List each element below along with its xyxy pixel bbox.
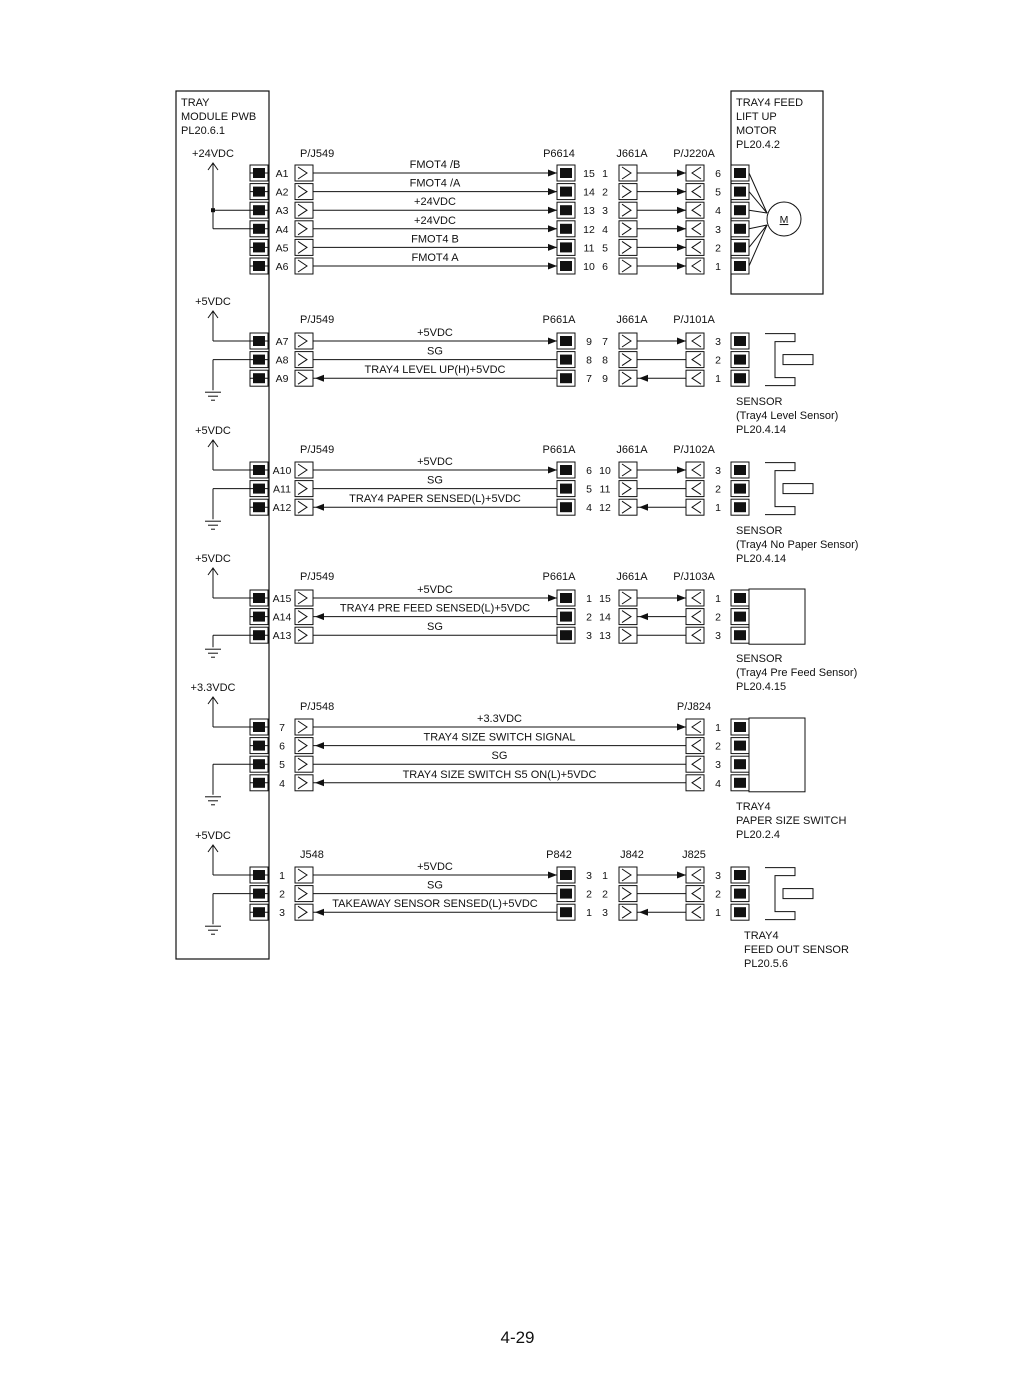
circuit-feed-out-sensor-arrow [315, 909, 324, 916]
circuit-motor-plug-pin-number: 10 [583, 261, 595, 273]
circuit-motor-end-pin-number: 2 [715, 242, 721, 255]
circuit-pre-feed-sensor-plug-pin-pad [560, 593, 572, 603]
circuit-feed-out-sensor-device-label: TRAY4 [744, 930, 779, 943]
circuit-level-sensor-end-cell-cell [686, 333, 704, 349]
circuit-motor-arrow [548, 207, 557, 214]
circuit-level-sensor-end-cell-cell [686, 370, 704, 386]
circuit-feed-out-sensor-pwb-pin-label: 3 [279, 907, 285, 920]
circuit-pre-feed-sensor-connector-cell-cell [295, 627, 313, 643]
circuit-motor-supply-label: +24VDC [192, 148, 234, 160]
circuit-pre-feed-sensor-device-pin-pad [734, 593, 746, 603]
circuit-no-paper-sensor-connector-cell-cell [295, 481, 313, 497]
circuit-level-sensor-connector-label: J661A [616, 314, 648, 326]
circuit-level-sensor-pwb-pin-label: A7 [275, 336, 289, 348]
circuit-level-sensor-signal-label: SG [427, 345, 443, 358]
circuit-size-switch-end-pin-number: 3 [715, 759, 721, 772]
circuit-level-sensor-supply-label: +5VDC [195, 296, 231, 308]
circuit-no-paper-sensor-connector-label: P/J102A [673, 444, 715, 456]
circuit-no-paper-sensor-device-label: SENSOR [736, 525, 783, 538]
circuit-no-paper-sensor-plug-pin-number: 6 [586, 465, 592, 477]
circuit-feed-out-sensor-pwb-pin-label: 1 [279, 870, 285, 882]
circuit-motor-pwb-pin-label: A1 [275, 168, 289, 180]
circuit-size-switch-end-pin-number: 1 [715, 722, 721, 734]
circuit-feed-out-sensor-connector-label: P842 [546, 849, 572, 861]
circuit-motor-end-cell-cell [686, 258, 704, 274]
circuit-size-switch-connector-cell-cell [295, 775, 313, 791]
circuit-no-paper-sensor-end-pin-number: 2 [715, 483, 721, 496]
motor-box-label: TRAY4 FEED [736, 97, 804, 109]
circuit-feed-out-sensor-device-pin-pad [734, 907, 746, 917]
circuit-feed-out-sensor-end-pin-number: 2 [715, 888, 721, 901]
circuit-no-paper-sensor-arrow-end [677, 467, 686, 474]
circuit-no-paper-sensor-end-pin-number: 1 [715, 502, 721, 515]
circuit-size-switch-signal-label: TRAY4 SIZE SWITCH SIGNAL [423, 731, 576, 744]
circuit-pre-feed-sensor-jack-cell-cell [619, 590, 637, 606]
circuit-pre-feed-sensor-connector-cell-cell [295, 609, 313, 625]
circuit-motor-end-cell-cell [686, 184, 704, 200]
circuit-size-switch-device-label: TRAY4 [736, 800, 771, 813]
circuit-level-sensor-connector-label: P661A [542, 314, 576, 326]
circuit-motor-plug-pin-pad [560, 187, 572, 197]
circuit-pre-feed-sensor-signal-label: TRAY4 PRE FEED SENSED(L)+5VDC [339, 602, 531, 615]
circuit-pre-feed-sensor-jack-pin-number: 14 [599, 611, 611, 624]
circuit-pre-feed-sensor-device-label: PL20.4.15 [736, 681, 787, 694]
circuit-level-sensor-plug-pin-number: 7 [586, 373, 592, 386]
circuit-pre-feed-sensor-end-cell-cell [686, 627, 704, 643]
circuit-motor-device-pin-pad [734, 168, 746, 178]
circuit-size-switch-connector-cell-cell [295, 719, 313, 735]
circuit-pre-feed-sensor-device-label: (Tray4 Pre Feed Sensor) [736, 667, 858, 680]
circuit-no-paper-sensor-jack-pin-number: 12 [599, 502, 611, 515]
circuit-pre-feed-sensor-end-pin-number: 2 [715, 611, 721, 624]
circuit-size-switch-end-cell-cell [686, 719, 704, 735]
circuit-pre-feed-sensor-pwb-pin-label: A15 [272, 593, 292, 605]
circuit-size-switch-signal-label: TRAY4 SIZE SWITCH S5 ON(L)+5VDC [402, 768, 597, 781]
circuit-level-sensor-arrow [315, 375, 324, 382]
circuit-motor-arrow-end [677, 188, 686, 195]
circuit-size-switch-device-label: PAPER SIZE SWITCH [736, 814, 847, 827]
circuit-level-sensor-jack-cell-cell [619, 370, 637, 386]
circuit-feed-out-sensor-connector-cell-cell [295, 904, 313, 920]
module-box-label: MODULE PWB [181, 111, 257, 123]
circuit-level-sensor-sensor-symbol-actuator [783, 355, 813, 365]
circuit-no-paper-sensor-plug-pin-pad [560, 484, 572, 494]
circuit-pre-feed-sensor-plug-pin-pad [560, 630, 572, 640]
circuit-level-sensor-device-pin-pad [734, 336, 746, 346]
circuit-feed-out-sensor-plug-pin-pad [560, 907, 572, 917]
circuit-level-sensor-device-label: SENSOR [736, 396, 783, 409]
circuit-no-paper-sensor-connector-label: P/J549 [300, 444, 335, 456]
circuit-pre-feed-sensor-pwb-pin-label: A13 [272, 630, 292, 643]
circuit-pre-feed-sensor-end-cell-cell [686, 609, 704, 625]
circuit-no-paper-sensor-plug-pin-pad [560, 465, 572, 475]
circuit-size-switch-signal-label: SG [491, 750, 508, 763]
circuit-pre-feed-sensor-end-pin-number: 3 [715, 630, 721, 643]
circuit-motor-connector-cell-cell [295, 165, 313, 181]
circuit-motor-connector-cell-cell [295, 239, 313, 255]
circuit-motor-arrow [548, 263, 557, 270]
circuit-no-paper-sensor-connector-cell-cell [295, 499, 313, 515]
circuit-motor-arrow-end [677, 170, 686, 177]
circuit-motor-end-cell-cell [686, 165, 704, 181]
circuit-size-switch-device-pin-pad [734, 778, 746, 788]
circuit-motor-arrow [548, 225, 557, 232]
circuit-size-switch-device-pin-pad [734, 741, 746, 751]
circuit-motor-motor-lead [749, 173, 767, 213]
module-box-label: TRAY [181, 97, 210, 109]
circuit-level-sensor-end-cell-cell [686, 352, 704, 368]
circuit-pre-feed-sensor-jack-pin-number: 13 [599, 630, 611, 643]
circuit-size-switch-pwb-pin-label: 7 [279, 722, 285, 734]
circuit-pre-feed-sensor-jack-pin-number: 15 [599, 593, 611, 605]
circuit-level-sensor-plug-pin-pad [560, 355, 572, 365]
circuit-level-sensor-plug-pin-pad [560, 336, 572, 346]
circuit-no-paper-sensor-end-cell-cell [686, 499, 704, 515]
circuit-feed-out-sensor-plug-pin-number: 2 [586, 888, 592, 901]
circuit-pre-feed-sensor-signal-label: SG [427, 621, 443, 634]
circuit-motor-plug-pin-number: 13 [583, 205, 595, 218]
circuit-feed-out-sensor-connector-label: J825 [682, 849, 706, 861]
circuit-feed-out-sensor-connector-cell-cell [295, 867, 313, 883]
circuit-feed-out-sensor-plug-pin-pad [560, 870, 572, 880]
circuit-motor-end-pin-number: 5 [715, 186, 721, 199]
circuit-level-sensor-end-pin-number: 2 [715, 354, 721, 367]
circuit-motor-signal-label: FMOT4 /A [409, 177, 461, 190]
circuit-level-sensor-device-pin-pad [734, 355, 746, 365]
circuit-level-sensor-pwb-pin-label: A9 [275, 373, 289, 386]
circuit-feed-out-sensor-signal-label: +5VDC [417, 861, 453, 873]
circuit-size-switch-end-cell-cell [686, 756, 704, 772]
circuit-feed-out-sensor-jack-pin-number: 1 [602, 870, 608, 882]
circuit-no-paper-sensor-end-cell-cell [686, 481, 704, 497]
circuit-motor-plug-pin-number: 12 [583, 223, 595, 236]
circuit-motor-pwb-pin-label: A5 [275, 242, 289, 255]
circuit-motor-connector-cell-cell [295, 221, 313, 237]
circuit-pre-feed-sensor-device-label: SENSOR [736, 653, 783, 666]
circuit-pre-feed-sensor-connector-label: P/J549 [300, 571, 335, 583]
circuit-level-sensor-jack-pin-number: 7 [602, 336, 608, 348]
circuit-motor-signal-label: FMOT4 /B [409, 159, 461, 171]
circuit-level-sensor-device-pin-pad [734, 373, 746, 383]
circuit-motor-end-cell-cell [686, 239, 704, 255]
circuit-no-paper-sensor-supply-label: +5VDC [195, 425, 231, 437]
circuit-motor-jack-pin-number: 3 [602, 205, 608, 218]
circuit-motor-signal-label: +24VDC [414, 214, 456, 227]
circuit-size-switch-end-cell-cell [686, 775, 704, 791]
circuit-motor-jack-cell-cell [619, 221, 637, 237]
circuit-size-switch-arrow [677, 724, 686, 731]
circuit-motor-arrow-end [677, 207, 686, 214]
circuit-motor-arrow-end [677, 263, 686, 270]
circuit-no-paper-sensor-signal-label: +5VDC [417, 456, 453, 468]
circuit-pre-feed-sensor-signal-label: +5VDC [417, 584, 453, 596]
circuit-motor-jack-pin-number: 6 [602, 261, 608, 273]
circuit-size-switch-arrow [315, 779, 324, 786]
circuit-level-sensor-jack-cell-cell [619, 352, 637, 368]
circuit-motor-arrow [548, 170, 557, 177]
circuit-motor-device-pin-pad [734, 205, 746, 215]
circuit-no-paper-sensor-device-pin-pad [734, 484, 746, 494]
circuit-feed-out-sensor-device-label: FEED OUT SENSOR [744, 944, 849, 957]
circuit-motor-connector-label: P6614 [543, 148, 575, 160]
circuit-no-paper-sensor-end-cell-cell [686, 462, 704, 478]
circuit-level-sensor-plug-pin-pad [560, 373, 572, 383]
circuit-motor-motor-lead [749, 225, 767, 266]
circuit-size-switch-pwb-pin-label: 5 [279, 759, 285, 772]
circuit-motor-end-cell-cell [686, 221, 704, 237]
circuit-pre-feed-sensor-connector-label: J661A [616, 571, 648, 583]
circuit-level-sensor-jack-pin-number: 9 [602, 373, 608, 386]
circuit-feed-out-sensor-arrow-end [677, 872, 686, 879]
circuit-level-sensor-end-pin-number: 1 [715, 373, 721, 386]
circuit-pre-feed-sensor-jack-cell-cell [619, 627, 637, 643]
circuit-pre-feed-sensor-device-pin-pad [734, 630, 746, 640]
circuit-feed-out-sensor-end-pin-number: 1 [715, 907, 721, 920]
circuit-size-switch-connector-cell-cell [295, 738, 313, 754]
circuit-feed-out-sensor-jack-cell-cell [619, 904, 637, 920]
circuit-level-sensor-plug-pin-number: 8 [586, 354, 592, 367]
circuit-motor-jack-pin-number: 4 [602, 223, 608, 236]
circuit-feed-out-sensor-pwb-pin-label: 2 [279, 888, 285, 901]
circuit-no-paper-sensor-plug-pin-number: 4 [586, 502, 592, 515]
circuit-no-paper-sensor-connector-cell-cell [295, 462, 313, 478]
circuit-level-sensor-signal-label: TRAY4 LEVEL UP(H)+5VDC [364, 364, 506, 377]
circuit-size-switch-device-pin-pad [734, 722, 746, 732]
circuit-pre-feed-sensor-arrow-end [677, 595, 686, 602]
circuit-pre-feed-sensor-connector-label: P661A [542, 571, 576, 583]
circuit-motor-device-pin-pad [734, 261, 746, 271]
circuit-feed-out-sensor-supply-label: +5VDC [195, 830, 231, 842]
circuit-feed-out-sensor-device-pin-pad [734, 870, 746, 880]
circuit-motor-device-pin-pad [734, 242, 746, 252]
circuit-feed-out-sensor-end-cell-cell [686, 867, 704, 883]
circuit-no-paper-sensor-sensor-symbol-actuator [783, 484, 813, 494]
circuit-motor-connector-cell-cell [295, 202, 313, 218]
circuit-motor-plug-pin-number: 11 [583, 242, 595, 255]
circuit-motor-connector-label: P/J220A [673, 148, 715, 160]
circuit-level-sensor-connector-label: P/J549 [300, 314, 335, 326]
circuit-feed-out-sensor-end-pin-number: 3 [715, 870, 721, 882]
circuit-motor-arrow [548, 244, 557, 251]
circuit-motor-jack-pin-number: 5 [602, 242, 608, 255]
circuit-no-paper-sensor-arrow-end [639, 504, 648, 511]
circuit-pre-feed-sensor-plug-pin-pad [560, 612, 572, 622]
circuit-size-switch-end-pin-number: 4 [715, 777, 721, 790]
circuit-motor-pwb-pin-label: A3 [275, 205, 289, 218]
circuit-feed-out-sensor-connector-cell-cell [295, 886, 313, 902]
circuit-motor-connector-label: P/J549 [300, 148, 335, 160]
circuit-motor-end-pin-number: 1 [715, 261, 721, 273]
circuit-motor-arrow-end [677, 244, 686, 251]
circuit-no-paper-sensor-device-pin-pad [734, 502, 746, 512]
circuit-feed-out-sensor-end-cell-cell [686, 904, 704, 920]
circuit-no-paper-sensor-jack-pin-number: 11 [599, 483, 611, 496]
circuit-motor-pwb-pin-label: A6 [275, 261, 289, 273]
circuit-pre-feed-sensor-end-cell-cell [686, 590, 704, 606]
circuit-motor-end-pin-number: 4 [715, 205, 721, 218]
circuit-motor-junction-dot [211, 208, 215, 212]
circuit-level-sensor-signal-label: +5VDC [417, 327, 453, 339]
circuit-size-switch-device-pin-pad [734, 759, 746, 769]
circuit-size-switch-connector-cell-cell [295, 756, 313, 772]
circuit-no-paper-sensor-connector-label: P661A [542, 444, 576, 456]
circuit-feed-out-sensor-signal-label: TAKEAWAY SENSOR SENSED(L)+5VDC [332, 898, 538, 911]
circuit-feed-out-sensor-device-label: PL20.5.6 [744, 958, 789, 971]
circuit-size-switch-supply-label: +3.3VDC [190, 682, 236, 694]
circuit-level-sensor-pwb-pin-label: A8 [275, 354, 289, 367]
circuit-level-sensor-device-label: (Tray4 Level Sensor) [736, 410, 839, 423]
circuit-motor-device-pin-pad [734, 224, 746, 234]
circuit-level-sensor-connector-label: P/J101A [673, 314, 715, 326]
circuit-motor-end-pin-number: 6 [715, 168, 721, 180]
circuit-size-switch-end-pin-number: 2 [715, 740, 721, 753]
circuit-pre-feed-sensor-device-pin-pad [734, 612, 746, 622]
circuit-motor-arrow-end [677, 225, 686, 232]
circuit-no-paper-sensor-device-label: PL20.4.14 [736, 553, 787, 566]
circuit-motor-jack-cell-cell [619, 184, 637, 200]
circuit-no-paper-sensor-plug-pin-number: 5 [586, 483, 592, 496]
circuit-feed-out-sensor-connector-label: J548 [300, 849, 324, 861]
circuit-motor-plug-pin-number: 14 [583, 186, 595, 199]
circuit-pre-feed-sensor-arrow [548, 595, 557, 602]
circuit-motor-connector-cell-cell [295, 258, 313, 274]
circuit-motor-device-pin-pad [734, 187, 746, 197]
circuit-motor-pwb-pin-label: A4 [275, 223, 289, 236]
circuit-feed-out-sensor-jack-cell-cell [619, 867, 637, 883]
circuit-motor-connector-label: J661A [616, 148, 648, 160]
circuit-feed-out-sensor-connector-label: J842 [620, 849, 644, 861]
circuit-no-paper-sensor-pwb-pin-label: A10 [272, 465, 292, 477]
circuit-no-paper-sensor-jack-cell-cell [619, 462, 637, 478]
circuit-no-paper-sensor-pwb-pin-label: A12 [272, 502, 292, 515]
circuit-no-paper-sensor-signal-label: TRAY4 PAPER SENSED(L)+5VDC [349, 493, 521, 506]
circuit-no-paper-sensor-arrow [548, 467, 557, 474]
circuit-motor-pwb-pin-label: A2 [275, 186, 289, 199]
circuit-pre-feed-sensor-connector-cell-cell [295, 590, 313, 606]
circuit-motor-connector-cell-cell [295, 184, 313, 200]
circuit-size-switch-end-cell-cell [686, 738, 704, 754]
circuit-pre-feed-sensor-jack-cell-cell [619, 609, 637, 625]
circuit-no-paper-sensor-device-label: (Tray4 No Paper Sensor) [736, 539, 859, 552]
circuit-motor-plug-pin-pad [560, 261, 572, 271]
circuit-motor-jack-pin-number: 2 [602, 186, 608, 199]
circuit-feed-out-sensor-plug-pin-number: 3 [586, 870, 592, 882]
circuit-level-sensor-arrow [548, 338, 557, 345]
circuit-motor-plug-pin-pad [560, 242, 572, 252]
circuit-size-switch-device-body [749, 718, 805, 792]
circuit-motor-arrow [548, 188, 557, 195]
circuit-motor-signal-label: FMOT4 A [411, 252, 459, 264]
circuit-pre-feed-sensor-arrow [315, 613, 324, 620]
circuit-pre-feed-sensor-device-body [749, 589, 805, 644]
circuit-motor-jack-cell-cell [619, 258, 637, 274]
circuit-motor-jack-cell-cell [619, 165, 637, 181]
circuit-feed-out-sensor-arrow-end [639, 909, 648, 916]
circuit-no-paper-sensor-pwb-pin-label: A11 [273, 483, 291, 496]
circuit-level-sensor-connector-cell-cell [295, 333, 313, 349]
circuit-size-switch-connector-label: P/J824 [676, 701, 712, 713]
circuit-feed-out-sensor-signal-label: SG [427, 879, 443, 892]
circuit-level-sensor-device-label: PL20.4.14 [736, 424, 787, 437]
circuit-motor-plug-pin-pad [560, 168, 572, 178]
circuit-motor-plug-pin-pad [560, 224, 572, 234]
circuit-size-switch-pwb-pin-label: 4 [279, 777, 285, 790]
circuit-pre-feed-sensor-pwb-pin-label: A14 [272, 611, 292, 624]
circuit-level-sensor-arrow-end [639, 375, 648, 382]
circuit-level-sensor-connector-cell-cell [295, 352, 313, 368]
circuit-pre-feed-sensor-plug-pin-number: 2 [586, 611, 592, 624]
circuit-level-sensor-jack-pin-number: 8 [602, 354, 608, 367]
circuit-size-switch-signal-label: +3.3VDC [477, 713, 522, 725]
circuit-no-paper-sensor-jack-cell-cell [619, 481, 637, 497]
circuit-motor-end-cell-cell [686, 202, 704, 218]
circuit-feed-out-sensor-jack-pin-number: 3 [602, 907, 608, 920]
circuit-size-switch-connector-label: P/J548 [300, 701, 335, 713]
circuit-level-sensor-plug-pin-number: 9 [586, 336, 592, 348]
circuit-no-paper-sensor-jack-cell-cell [619, 499, 637, 515]
circuit-no-paper-sensor-end-pin-number: 3 [715, 465, 721, 477]
circuit-feed-out-sensor-jack-cell-cell [619, 886, 637, 902]
circuit-motor-signal-label: FMOT4 B [411, 233, 459, 246]
circuit-size-switch-arrow [315, 742, 324, 749]
circuit-size-switch-device-label: PL20.2.4 [736, 828, 781, 841]
circuit-level-sensor-jack-cell-cell [619, 333, 637, 349]
circuit-level-sensor-end-pin-number: 3 [715, 336, 721, 348]
circuit-feed-out-sensor-plug-pin-pad [560, 889, 572, 899]
circuit-motor-end-pin-number: 3 [715, 223, 721, 236]
circuit-feed-out-sensor-arrow [548, 872, 557, 879]
circuit-no-paper-sensor-plug-pin-pad [560, 502, 572, 512]
circuit-level-sensor-arrow-end [677, 338, 686, 345]
circuit-motor-jack-cell-cell [619, 202, 637, 218]
circuit-pre-feed-sensor-arrow-end [639, 613, 648, 620]
circuit-feed-out-sensor-jack-pin-number: 2 [602, 888, 608, 901]
circuit-no-paper-sensor-device-pin-pad [734, 465, 746, 475]
motor-box-label: LIFT UP [736, 111, 777, 123]
circuit-feed-out-sensor-sensor-symbol-actuator [783, 889, 813, 899]
circuit-motor-jack-pin-number: 1 [602, 168, 608, 180]
motor-box-label: PL20.4.2 [736, 139, 781, 151]
circuit-feed-out-sensor-plug-pin-number: 1 [586, 907, 592, 920]
page-number: 4-29 [500, 1328, 535, 1347]
motor-symbol-label: M [779, 214, 789, 226]
circuit-pre-feed-sensor-plug-pin-number: 1 [586, 593, 592, 605]
circuit-no-paper-sensor-signal-label: SG [427, 474, 443, 487]
circuit-pre-feed-sensor-plug-pin-number: 3 [586, 630, 592, 643]
module-box-label: PL20.6.1 [181, 125, 226, 137]
circuit-no-paper-sensor-arrow [315, 504, 324, 511]
circuit-level-sensor-connector-cell-cell [295, 370, 313, 386]
circuit-motor-motor-lead [749, 192, 767, 213]
circuit-no-paper-sensor-connector-label: J661A [616, 444, 648, 456]
circuit-motor-jack-cell-cell [619, 239, 637, 255]
circuit-feed-out-sensor-end-cell-cell [686, 886, 704, 902]
circuit-no-paper-sensor-jack-pin-number: 10 [599, 465, 611, 477]
circuit-motor-motor-lead [749, 210, 767, 213]
circuit-motor-signal-label: +24VDC [414, 196, 456, 209]
circuit-motor-plug-pin-pad [560, 205, 572, 215]
motor-box-label: MOTOR [736, 125, 777, 137]
circuit-pre-feed-sensor-supply-label: +5VDC [195, 553, 231, 565]
circuit-motor-plug-pin-number: 15 [583, 168, 595, 180]
circuit-size-switch-pwb-pin-label: 6 [279, 740, 285, 753]
circuit-pre-feed-sensor-end-pin-number: 1 [715, 593, 721, 605]
circuit-pre-feed-sensor-connector-label: P/J103A [673, 571, 715, 583]
circuit-feed-out-sensor-device-pin-pad [734, 889, 746, 899]
